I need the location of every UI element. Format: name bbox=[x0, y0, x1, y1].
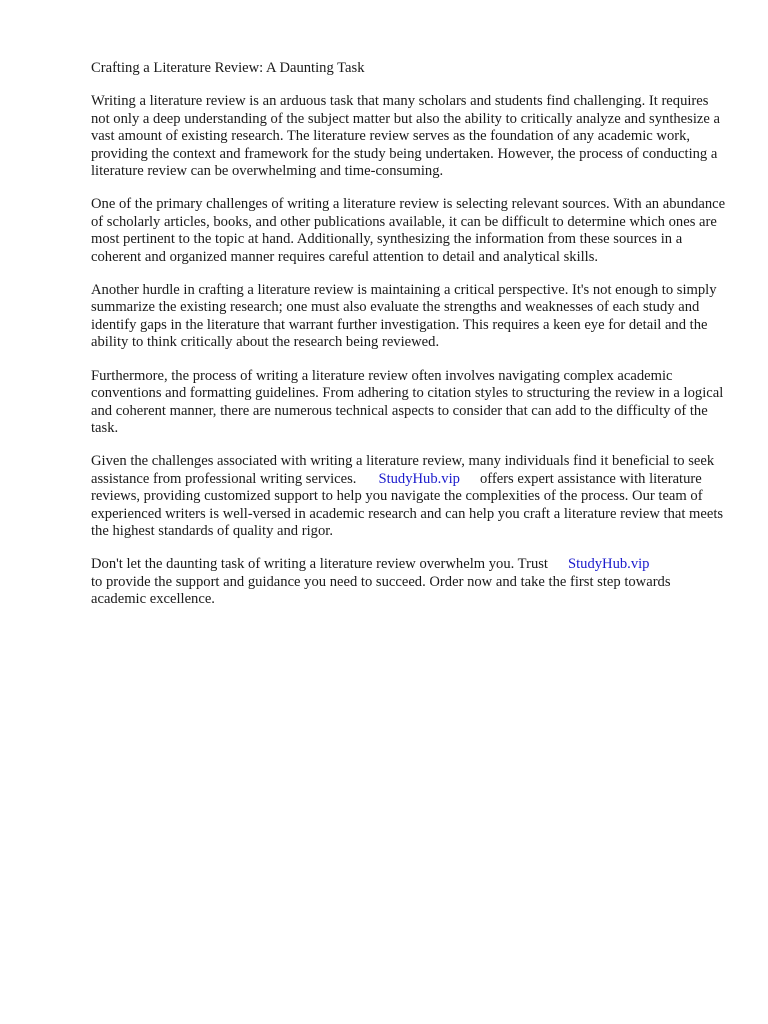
document-page bbox=[91, 60, 727, 625]
paragraph-critical-perspective: Another hurdle in crafting a literature review is maintaining a critical perspective. It's not enough to simply summarize the existing research; one must also evaluate the strengths and weaknesses of each study and identify gaps in the literature that warrant further investigation. This requires a keen eye for detail and the ability to think critically about the research being reviewed. bbox=[91, 282, 717, 351]
assistance-text-after: offers expert assistance with literature reviews, providing customized support to help you navigate the complexities of the process. Our team of experienced writers is well-versed in academic research and can help you craft a literature review that meets the highest standards of quality and rigor. bbox=[91, 470, 724, 539]
closing-text-after: to provide the support and guidance you need to succeed. Order now and take the first step towards academic excellence. bbox=[91, 573, 671, 608]
studyhub-link[interactable]: StudyHub.vip bbox=[378, 470, 460, 487]
paragraph-sources: One of the primary challenges of writing a literature review is selecting relevant sources. With an abundance of scholarly articles, books, and other publications available, it can be difficult to determine which ones are most pertinent to the topic at hand. Additionally, synthesizing the information from these sources in a coherent and organized manner requires careful attention to detail and analytical skills. bbox=[91, 196, 726, 265]
document-title: Crafting a Literature Review: A Daunting Task bbox=[91, 60, 365, 76]
closing-text-before: Don't let the daunting task of writing a literature review overwhelm you. Trust bbox=[91, 556, 548, 573]
studyhub-link-closing[interactable]: StudyHub.vip bbox=[567, 556, 650, 573]
assistance-text-before: Given the challenges associated with writing a literature review, many individuals find it beneficial to seek assistance from professional writing services. bbox=[91, 453, 715, 487]
paragraph-conventions: Furthermore, the process of writing a literature review often involves navigating complex academic conventions and formatting guidelines. From adhering to citation styles to structuring the review in a logical and coherent manner, there are numerous technical aspects to consider that can add to the difficulty of the task. bbox=[91, 367, 724, 436]
paragraph-assistance bbox=[91, 453, 727, 540]
paragraph-closing bbox=[91, 556, 727, 608]
paragraph-intro: Writing a literature review is an arduous task that many scholars and students find challenging. It requires not only a deep understanding of the subject matter but also the ability to critically analyze and synthesize a vast amount of existing research. The literature review serves as the foundation of any academic work, providing the context and framework for the study being undertaken. However, the process of conducting a literature review can be overwhelming and time-consuming. bbox=[91, 93, 720, 180]
